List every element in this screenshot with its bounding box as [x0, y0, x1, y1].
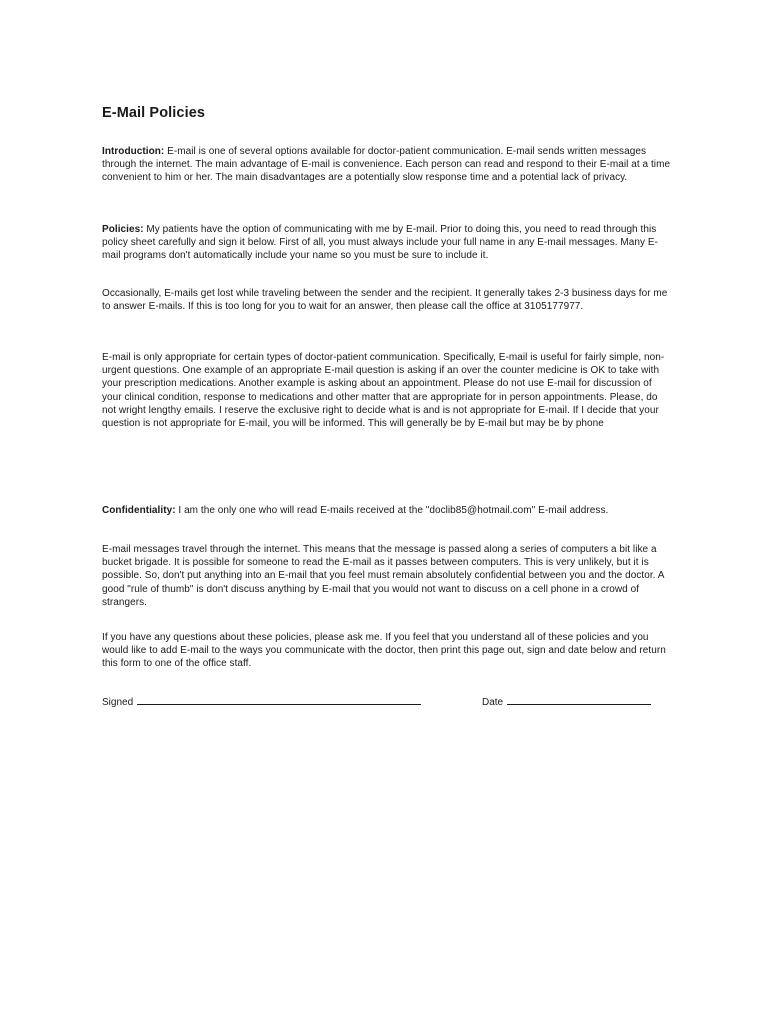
page-title: E-Mail Policies: [102, 105, 206, 121]
signed-field: [102, 694, 421, 708]
confidentiality-paragraph: [102, 504, 702, 517]
signature-line: [137, 694, 421, 705]
confidentiality-text: I am the only one who will read E-mails received at the "doclib85@hotmail.com" E-mail address.: [175, 505, 609, 516]
signed-label: Signed: [102, 697, 134, 708]
date-label: Date: [482, 697, 504, 708]
policies-heading: Policies:: [102, 224, 144, 235]
date-field: [482, 694, 651, 708]
lost-emails-paragraph: Occasionally, E-mails get lost while traveling between the sender and the recipient. It generally takes 2-3 business days for me to answer E-mails. If this is too long for you to wait for an answer, then please call the office at 3105177977.: [102, 288, 668, 313]
questions-paragraph: If you have any questions about these policies, please ask me. If you feel that you understand all of these policies and you would like to add E-mail to the ways you communicate with the doctor, then print this page out, sign and date below and return this form to one of the office staff.: [102, 632, 666, 670]
date-line: [507, 694, 651, 705]
confidentiality-heading: Confidentiality:: [102, 505, 176, 516]
internet-travel-paragraph: E-mail messages travel through the internet. This means that the message is passed along a series of computers a bit like a bucket brigade. It is possible for someone to read the E-mail as it passes between computers. This is very unlikely, but it is possible. So, don't put anything into an E-mail that you feel must remain absolutely confidential between you and the doctor. A good "rule of thumb" is don't discuss anything by E-mail that you would not want to discuss on a cell phone in a crowd of strangers.: [102, 544, 664, 608]
policies-paragraph: [102, 223, 674, 263]
introduction-heading: Introduction:: [102, 146, 165, 157]
policies-text: My patients have the option of communicating with me by E-mail. Prior to doing this, you need to read through this policy sheet carefully and sign it below. First of all, you must always include your full name in any E-mail messages. Many E-mail programs don't automatically include your name so you must be sure to include it.: [102, 224, 658, 262]
signature-row: [102, 694, 662, 708]
appropriate-use-paragraph: E-mail is only appropriate for certain types of doctor-patient communication. Specifically, E-mail is useful for fairly simple, non-urgent questions. One example of an appropriate E-mail question is asking if an over the counter medicine is OK to take with your prescription medications. Another example is asking about an appointment. Please do not use E-mail for discussion of your clinical condition, response to medications and other matter that are appropriate for in person appointments. Please, do not wright lengthy emails. I reserve the exclusive right to decide what is and is not appropriate for E-mail. If I decide that your question is not appropriate for E-mail, you will be informed. This will generally be by E-mail but may be by phone: [102, 352, 665, 430]
introduction-paragraph: [102, 145, 674, 185]
introduction-text: E-mail is one of several options available for doctor-patient communication. E-mail sends written messages through the internet. The main advantage of E-mail is convenience. Each person can read and respond to their E-mail at a time convenient to him or her. The main disadvantages are a potentially slow response time and a potential lack of privacy.: [102, 146, 671, 184]
